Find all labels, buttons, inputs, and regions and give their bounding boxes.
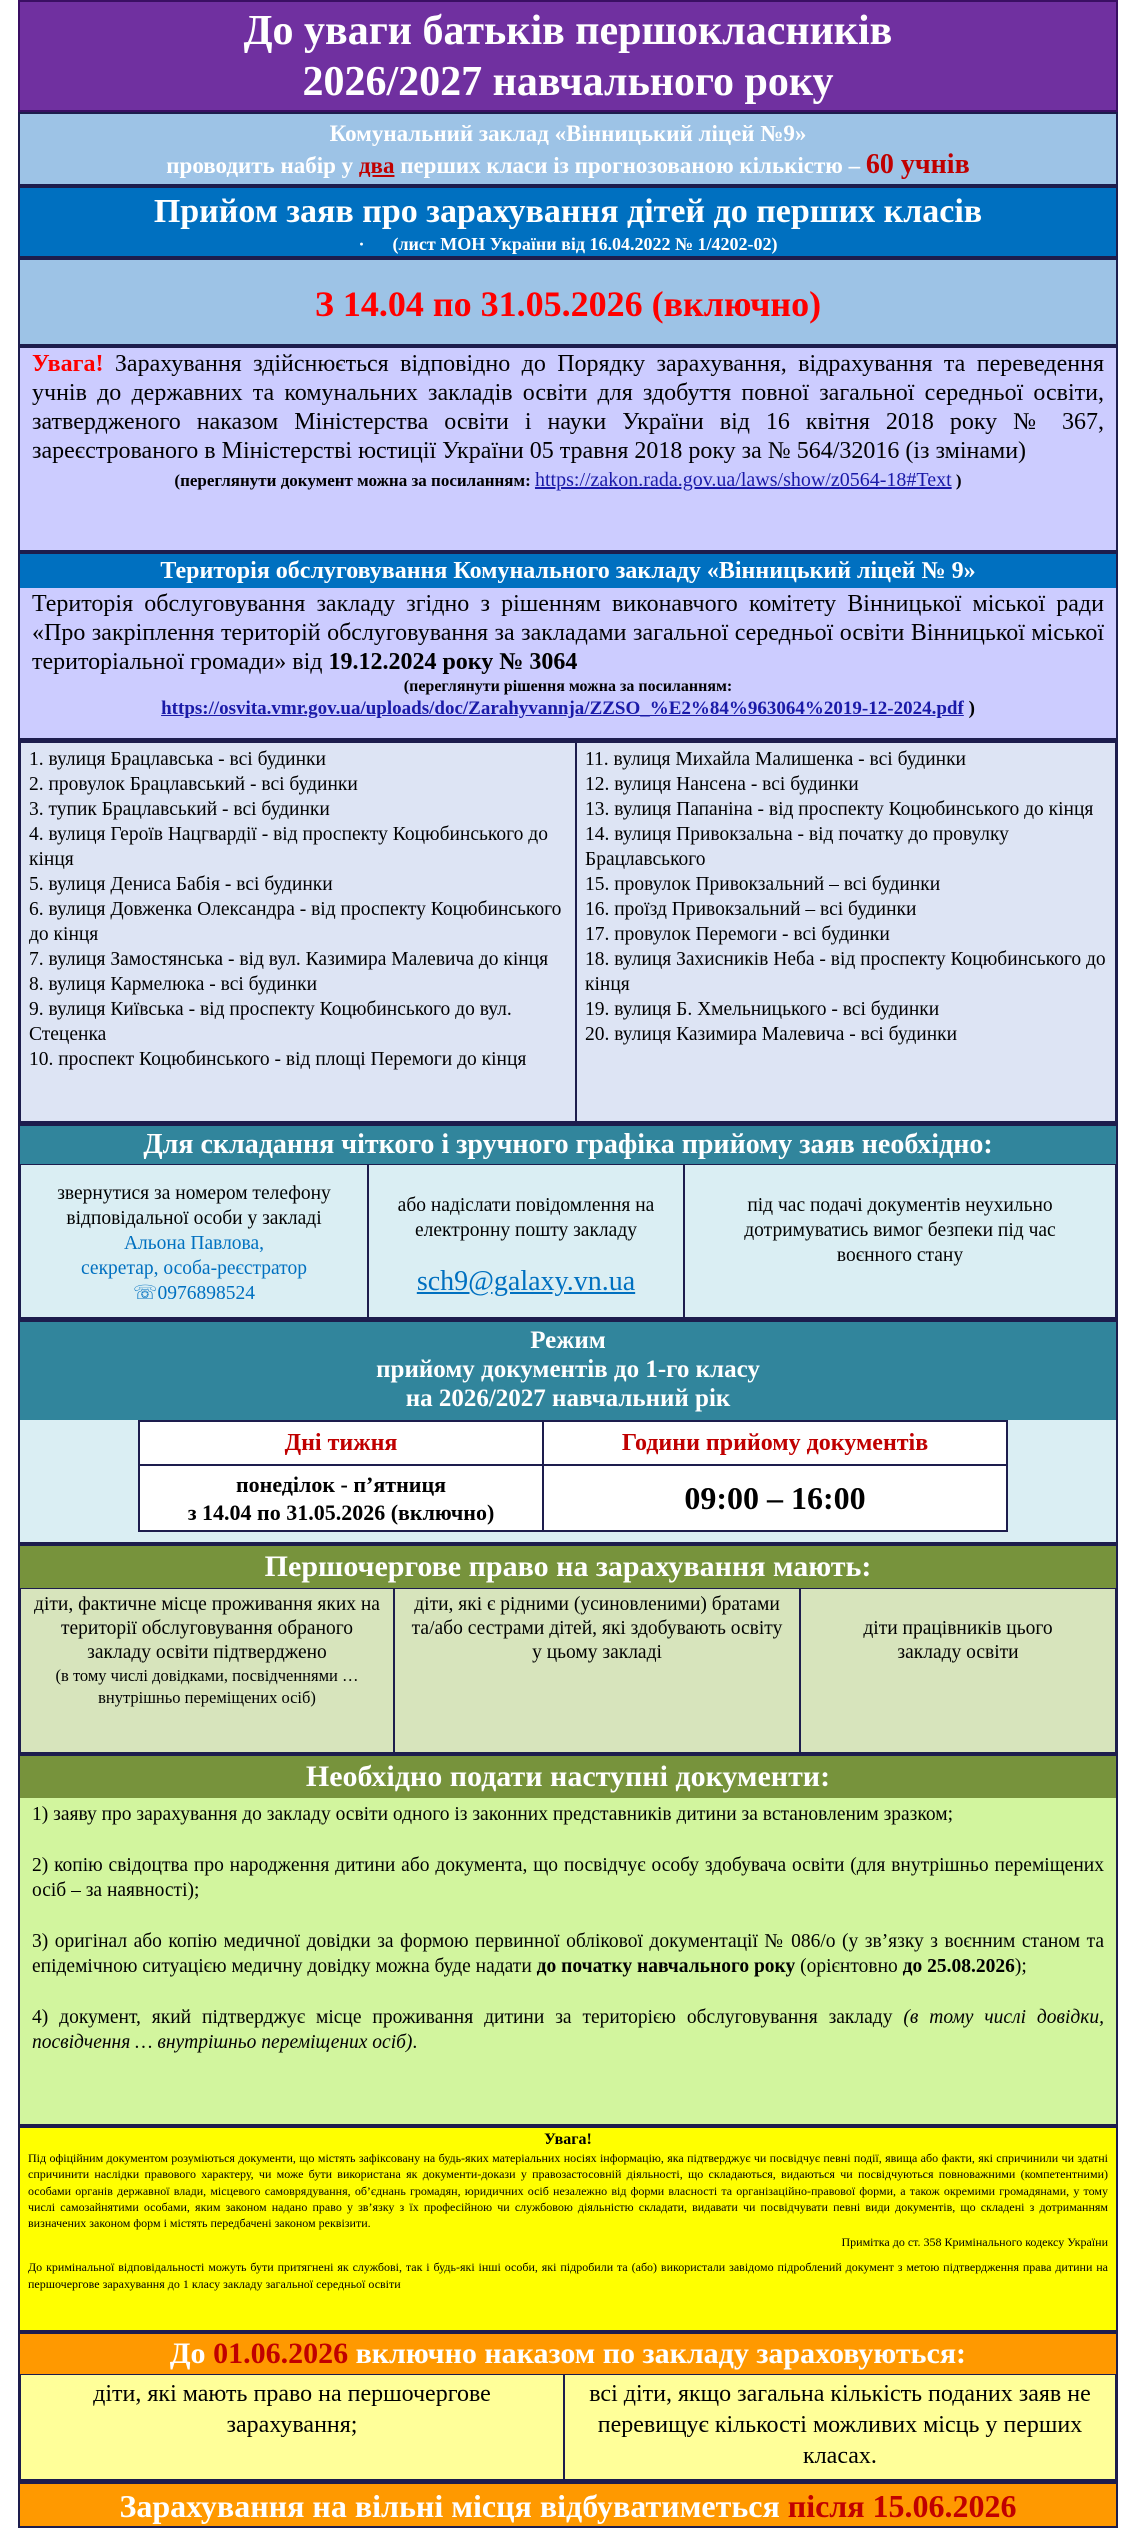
street-item: 13. вулиця Папаніна - від проспекту Коцюбинського до кінця [585, 799, 1094, 820]
legal-title: Увага! [544, 2131, 592, 2148]
street-item: 12. вулиця Нансена - всі будинки [585, 774, 859, 795]
hours-cell: 09:00 – 16:00 [543, 1465, 1007, 1531]
street-item: 4. вулиця Героїв Нацгвардії - від проспекту Коцюбинського до кінця [29, 824, 548, 870]
admission-letter [20, 233, 1116, 255]
footer-date: після 15.06.2026 [787, 2488, 1017, 2524]
phone-icon: ☏ [133, 1283, 158, 1304]
priority-columns [20, 1588, 1116, 1754]
document-item-4 [32, 2005, 1104, 2056]
dates-panel [18, 258, 1118, 346]
street-item: 19. вулиця Б. Хмельницького - всі будинки [585, 999, 940, 1020]
legal-p1: Під офіційним документом розуміються документи, що містять зафіксовану на будь-яких матеріальних носіях інформацію, яка підтверджує чи посвідчує певні події, явища або факти, які спричинили чи здатні спричинити наслідки правового характеру, чи може бути використана як документи-докази у правозастосовній діяльності, що складаються, видаються чи посвідчуються повноважними (компетентними) особами органів державної влади, місцевого самоврядування, об’єднань громадян, юридичних осіб незалежно від форми власності та організаційно-правової форми, а також окремими громадянами, у тому числі самозайнятими особами, яким законом надано право у зв’язку з їх професійною чи службовою діяльністю складати, видавати чи посвідчувати певні види документів, що складені з дотриманням визначених законом форм і містять передбачені законом реквізити. [28, 2151, 1108, 2231]
priority-title: Першочергове право на зарахування мають: [20, 1546, 1116, 1588]
priority-resident-cell [20, 1588, 394, 1754]
ministry-letter: (лист МОН України від 16.04.2022 № 1/4202-02) [392, 234, 778, 254]
contact-email[interactable]: sch9@galaxy.vn.ua [416, 1266, 636, 1297]
safety-cell [684, 1164, 1116, 1318]
notice-link-suffix: ) [951, 471, 962, 490]
doc3-b: до початку навчального року [536, 1956, 796, 1977]
priority-sibling-text: діти, які є рідними (усиновленими) братами та/або сестрами дітей, які здобувають освіту у цьому закладі [411, 1594, 783, 1663]
territory-text [20, 588, 1116, 677]
order-title-a: До [169, 2337, 214, 2370]
regime-table-header [139, 1421, 1007, 1465]
phone-contact-cell [20, 1164, 368, 1318]
order-title-b: включно наказом по закладу зараховуються: [348, 2337, 967, 2370]
street-item: 6. вулиця Довженка Олександра - від проспекту Коцюбинського до кінця [29, 899, 562, 945]
territory-panel [18, 552, 1118, 740]
streets-right-column [576, 742, 1116, 1122]
document-item-2: 2) копію свідоцтва про народження дитини або документа, що посвідчує особу здобувача освіти (для внутрішньо переміщених осіб – за наявності); [32, 1854, 1104, 1901]
street-item: 5. вулиця Дениса Бабія - всі будинки [29, 874, 333, 895]
doc3-d: до 25.08.2026 [902, 1956, 1015, 1977]
order-date: 01.06.2026 [213, 2337, 349, 2370]
priority-panel [18, 1544, 1118, 1754]
order-columns [20, 2374, 1116, 2480]
regime-line2: прийому документів до 1-го класу [376, 1356, 760, 1383]
doc4-b: (в тому числі довідки, посвідчення … внутрішньо переміщених осіб) [32, 2006, 1105, 2053]
schedule-need-panel [18, 1124, 1118, 1320]
regime-title [20, 1322, 1116, 1420]
contact-role: секретар, особа-реєстратор [81, 1258, 307, 1279]
regime-line3: на 2026/2027 навчальний рік [405, 1385, 731, 1412]
days-line2: з 14.04 по 31.05.2026 (включно) [187, 1500, 495, 1525]
email-contact-text: або надіслати повідомлення на електронну пошту закладу [397, 1195, 655, 1241]
street-item: 9. вулиця Київська - від проспекту Коцюбинського до вул. Стеценка [29, 999, 512, 1045]
order-all-text: всі діти, якщо загальна кількість поданих заяв не перевищує кількості можливих місць у перших класах. [589, 2381, 1091, 2469]
contact-phone-line[interactable] [27, 1281, 361, 1306]
territory-body: Територія обслуговування закладу згідно з рішенням виконавчого комітету Вінницької міської ради «Про закріплення територій обслуговування за закладами загальної середньої освіти Вінницької міської територіальної громади» від [32, 591, 1104, 675]
admission-banner [18, 186, 1118, 258]
intro-line1: Комунальний заклад «Вінницький ліцей №9» [329, 121, 807, 146]
order-all-cell [564, 2374, 1116, 2480]
order-panel [18, 2332, 1118, 2482]
phone-contact-text: звернутися за номером телефону відповідальної особи у закладі [57, 1183, 331, 1229]
street-item: 11. вулиця Михайла Малишенка - всі будинки [585, 749, 966, 770]
priority-sibling-cell [394, 1588, 800, 1754]
admission-dates: З 14.04 по 31.05.2026 (включно) [314, 284, 822, 324]
street-item: 1. вулиця Брацлавська - всі будинки [29, 749, 326, 770]
pupil-count: 60 учнів [865, 149, 970, 180]
regime-table [138, 1420, 1008, 1532]
documents-title: Необхідно подати наступні документи: [20, 1756, 1116, 1798]
territory-title: Територія обслуговування Комунального закладу «Вінницький ліцей № 9» [20, 554, 1116, 588]
territory-link-suffix: ) [963, 698, 975, 719]
schedule-need-columns [20, 1164, 1116, 1318]
street-item: 16. проїзд Привокзальний – всі будинки [585, 899, 917, 920]
contact-name: Альона Павлова, [123, 1233, 265, 1254]
intro-line2 [20, 149, 1116, 182]
class-count: два [358, 153, 395, 178]
intro-text-b: перших класи із прогнозованою кількістю – [394, 153, 866, 178]
col-hours-header: Години прийому документів [543, 1421, 1007, 1465]
decision-link[interactable]: https://osvita.vmr.gov.ua/uploads/doc/Zarahyvannja/ZZSO_%E2%84%963064%2019-12-2024.pdf [161, 698, 964, 719]
documents-list [20, 1798, 1116, 2126]
priority-staff-cell [800, 1588, 1116, 1754]
doc4-c: . [412, 2032, 418, 2053]
intro-text-a: проводить набір у [166, 153, 359, 178]
contact-phone: 0976898524 [157, 1283, 255, 1304]
notice-body: Зарахування здійснюється відповідно до Порядку зарахування, відрахування та переведення учнів до державних та комунальних закладів освіти для здобуття повної загальної середньої освіти, затвердженого наказом Міністерства освіти і науки України від 16 квітня 2018 року № 367, зареєстрованого в Міністерстві юстиції України 05 травня 2018 року за № 564/32016 (із змінами) [32, 351, 1104, 464]
street-item: 10. проспект Коцюбинського - від площі Перемоги до кінця [29, 1049, 527, 1070]
street-item: 8. вулиця Кармелюка - всі будинки [29, 974, 318, 995]
days-cell [139, 1465, 543, 1531]
street-item: 7. вулиця Замостянська - від вул. Казимира Малевича до кінця [29, 949, 549, 970]
streets-left-column [20, 742, 576, 1122]
law-link[interactable]: https://zakon.rada.gov.ua/laws/show/z0564-18#Text [534, 469, 952, 491]
streets-panel [18, 740, 1118, 1124]
safety-text: під час подачі документів неухильно дотримуватись вимог безпеки під час воєнного стану [744, 1195, 1056, 1266]
document-item-3 [32, 1929, 1104, 1980]
order-priority-text: діти, які мають право на першочергове зарахування; [93, 2381, 491, 2438]
order-title [20, 2334, 1116, 2374]
regime-panel [18, 1320, 1118, 1544]
doc3-e: ); [1014, 1956, 1027, 1977]
days-line1: понеділок - п’ятниця [235, 1472, 447, 1497]
notice-link-line [32, 466, 1104, 495]
legal-p2: До кримінальної відповідальності можуть бути притягнені як службові, так і будь-які інші особи, які підробили та (або) використали завідомо підроблений документ з метою підтвердження права дитини на першочергове зарахування до 1 класу закладу загальної середньої освіти [28, 2260, 1108, 2291]
priority-staff-text: діти працівників цього закладу освіти [863, 1618, 1053, 1663]
bullet-icon: · [358, 234, 365, 254]
document-item-1: 1) заяву про зарахування до закладу освіти одного із законних представників дитини за встановленим зразком; [32, 1804, 953, 1825]
notice-link-prefix: (переглянути документ можна за посиланням: [174, 471, 535, 490]
doc4-a: 4) документ, який підтверджує місце проживання дитини за територією обслуговування закладу [32, 2006, 904, 2028]
priority-resident-text: діти, фактичне місце проживання яких на території обслуговування обраного закладу освіти підтверджено [34, 1594, 380, 1663]
documents-panel [18, 1754, 1118, 2126]
street-item: 17. провулок Перемоги - всі будинки [585, 924, 890, 945]
regime-table-row [139, 1465, 1007, 1531]
page-title-line2: 2026/2027 навчального року [302, 59, 834, 105]
footer-banner [18, 2482, 1118, 2528]
col-days-header: Дні тижня [139, 1421, 543, 1465]
page-title-line1: До уваги батьків першокласників [243, 8, 893, 54]
email-contact-cell [368, 1164, 684, 1318]
doc3-a: 3) оригінал або копію медичної довідки за формою первинної облікової документації № 086/о (у зв’язку з воєнним станом та епідемічною ситуацією медичну довідку можна буде надати [32, 1930, 1104, 1977]
notice-panel [18, 346, 1118, 552]
street-item: 20. вулиця Казимира Малевича - всі будинки [585, 1024, 958, 1045]
legal-source: Примітка до ст. 358 Кримінального кодексу України [841, 2235, 1108, 2250]
order-priority-cell [20, 2374, 564, 2480]
notice-label: Увага! [32, 351, 104, 377]
legal-panel [18, 2126, 1118, 2332]
territory-link-label: (переглянути рішення можна за посиланням: [403, 678, 733, 695]
admission-title: Прийом заяв про зарахування дітей до перших класів [153, 193, 983, 230]
regime-line1: Режим [530, 1327, 606, 1354]
decision-number: 19.12.2024 року № 3064 [328, 649, 578, 675]
notice-text [32, 350, 1104, 466]
territory-link-line [20, 697, 1116, 721]
street-item: 2. провулок Брацлавський - всі будинки [29, 774, 358, 795]
schedule-need-title: Для складання чіткого і зручного графіка прийому заяв необхідно: [20, 1126, 1116, 1164]
header-banner [18, 0, 1118, 112]
street-item: 18. вулиця Захисників Неба - від проспекту Коцюбинського до кінця [585, 949, 1106, 995]
street-item: 3. тупик Брацлавський - всі будинки [29, 799, 330, 820]
footer-text: Зарахування на вільні місця відбуватиметься [119, 2488, 788, 2524]
priority-resident-note: (в тому числі довідками, посвідченнями … внутрішньо переміщених осіб) [55, 1666, 359, 1707]
street-item: 14. вулиця Привокзальна - від початку до провулку Брацлавського [585, 824, 1009, 870]
doc3-c: (орієнтовно [795, 1956, 903, 1977]
street-item: 15. провулок Привокзальний – всі будинки [585, 874, 941, 895]
intro-panel [18, 112, 1118, 186]
